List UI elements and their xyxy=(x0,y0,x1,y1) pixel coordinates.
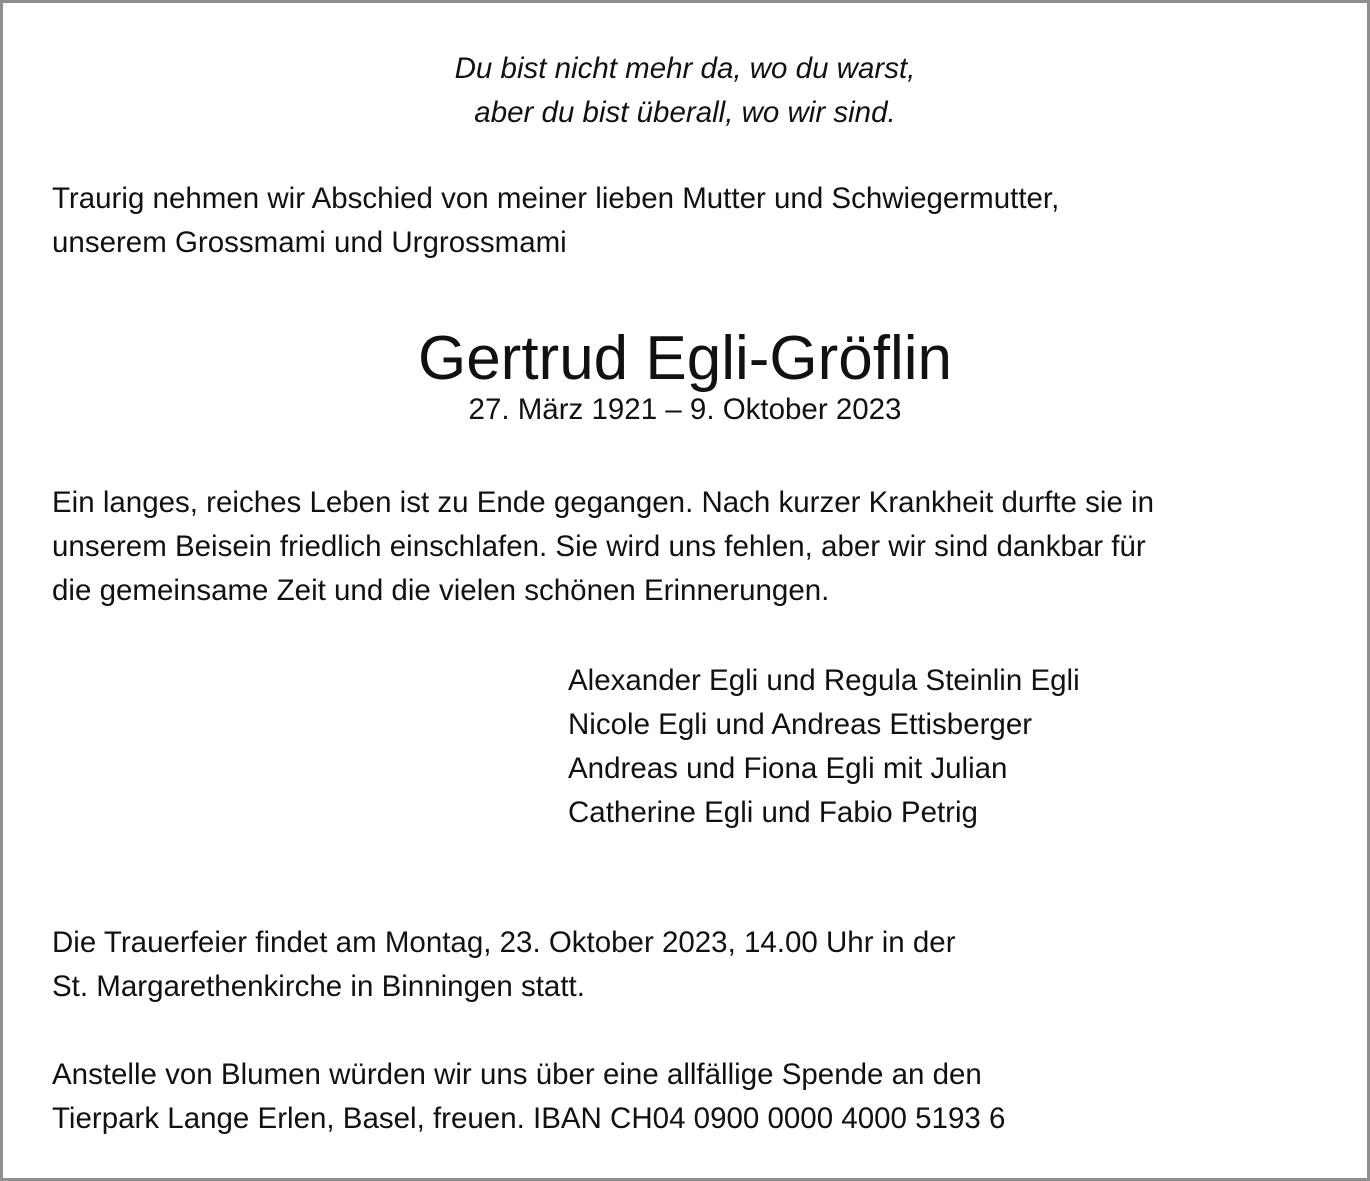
memorial-verse xyxy=(3,47,1367,135)
tribute-line: unserem Beisein friedlich einschlafen. Sie wird uns fehlen, aber wir sind dankbar für xyxy=(52,530,1146,563)
life-dates: 27. März 1921 – 9. Oktober 2023 xyxy=(468,393,902,426)
mourners-list xyxy=(568,659,1080,835)
deceased-name: Gertrud Egli-Gröflin xyxy=(417,324,953,393)
tribute-line: Ein langes, reiches Leben ist zu Ende gegangen. Nach kurzer Krankheit durfte sie in xyxy=(52,486,1155,519)
intro-paragraph xyxy=(52,177,1059,265)
tribute-line: die gemeinsame Zeit und die vielen schönen Erinnerungen. xyxy=(52,574,830,607)
deceased-heading xyxy=(3,321,1367,429)
donation-line: Tierpark Lange Erlen, Basel, freuen. IBAN CH04 0900 0000 4000 5193 6 xyxy=(52,1102,1006,1135)
mourner-entry: Catherine Egli und Fabio Petrig xyxy=(568,796,978,829)
ceremony-line: Die Trauerfeier findet am Montag, 23. Oktober 2023, 14.00 Uhr in der xyxy=(52,926,956,959)
donation-line: Anstelle von Blumen würden wir uns über eine allfällige Spende an den xyxy=(52,1058,982,1091)
intro-line: unserem Grossmami und Urgrossmami xyxy=(52,226,567,259)
donation-paragraph xyxy=(52,1053,1005,1141)
ceremony-paragraph xyxy=(52,921,956,1009)
intro-line: Traurig nehmen wir Abschied von meiner lieben Mutter und Schwiegermutter, xyxy=(52,182,1060,215)
mourner-entry: Andreas und Fiona Egli mit Julian xyxy=(568,752,1008,785)
verse-line: Du bist nicht mehr da, wo du warst, xyxy=(454,52,916,85)
tribute-paragraph xyxy=(52,481,1154,613)
ceremony-line: St. Margarethenkirche in Binningen statt. xyxy=(52,970,585,1003)
verse-line: aber du bist überall, wo wir sind. xyxy=(474,96,896,129)
mourner-entry: Nicole Egli und Andreas Ettisberger xyxy=(568,708,1033,741)
mourner-entry: Alexander Egli und Regula Steinlin Egli xyxy=(568,664,1080,697)
